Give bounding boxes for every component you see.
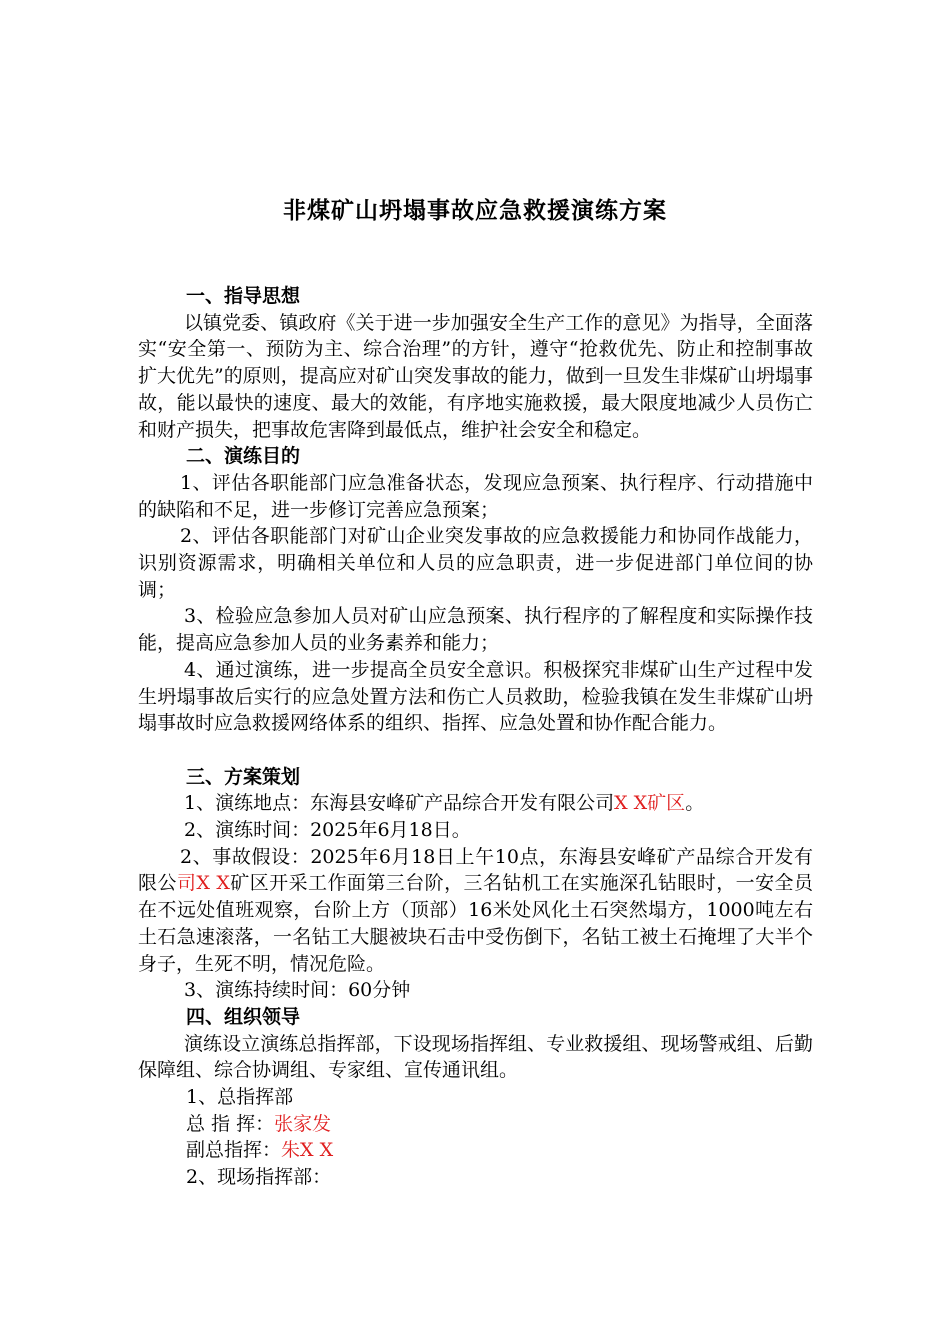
plan-scenario-highlight: 司X X [176,872,230,895]
plan-location-text: 1、演练地点：东海县安峰矿产品综合开发有限公司 [184,792,615,815]
paragraph-guiding-ideology: 以镇党委、镇政府《关于进一步加强安全生产工作的意见》为指导，全面落实“安全第一、预防为主、综合治理”的方针，遵守“抢救优先、防止和控制事故扩大优先”的原则，提高应对矿山突发事故的能力，做到一旦发生非煤矿山坍塌事故，能以最快的速度、最大的效能，有序地实施救援，最大限度地减少人员伤亡和财产损失，把事故危害降到最低点，维护社会安全和稳定。 [138,311,813,441]
org-chief-name: 张家发 [274,1112,332,1135]
purpose-item-4: 4、通过演练，进一步提高全员安全意识。积极探究非煤矿山生产过程中发生坍塌事故后实行的应急处置方法和伤亡人员救助，检验我镇在发生非煤矿山坍塌事故时应急救援网络体系的组织、指挥、应急处置和协作配合能力。 [138,658,813,735]
org-site-command: 2、现场指挥部： [186,1166,332,1189]
purpose-item-2: 2、评估各职能部门对矿山企业突发事故的应急救援能力和协同作战能力，识别资源需求，明确相关单位和人员的应急职责，进一步促进部门单位间的协调； [138,525,813,601]
purpose-item-1: 1、评估各职能部门应急准备状态，发现应急预案、执行程序、行动措施中的缺陷和不足，进一步修订完善应急预案； [138,471,813,521]
section-heading-drill-purpose: 二、演练目的 [186,445,301,468]
document-title: 非煤矿山坍塌事故应急救援演练方案 [283,197,667,224]
org-deputy-name: 朱X X [281,1139,334,1162]
section-heading-plan: 三、方案策划 [186,765,301,788]
plan-scenario-rest: 矿区开采工作面第三台阶，三名钻机工在实施深孔钻眼时，一安全员在不远处值班观察，台阶上方（顶部）16米处风化土石突然塌方，1000吨左右土石急速滚落，一名钻工大腿被块石击中受伤倒下，名钻工被土石掩埋了大半个身子，生死不明，情况危险。 [138,872,813,975]
spacer [138,737,813,764]
org-deputy [138,1137,813,1164]
org-chief [138,1111,813,1138]
org-deputy-label: 副总指挥： [186,1139,282,1162]
plan-scenario [138,844,813,978]
document-body [138,283,813,1191]
org-hq: 1、总指挥部 [186,1086,294,1109]
purpose-item-3: 3、检验应急参加人员对矿山应急预案、执行程序的了解程度和实际操作技能，提高应急参加人员的业务素养和能力； [138,605,813,655]
plan-time: 2、演练时间：2025年6月18日。 [184,819,471,842]
organization-body: 演练设立演练总指挥部，下设现场指挥组、专业救援组、现场警戒组、后勤保障组、综合协调组、专家组、宣传通讯组。 [138,1032,813,1082]
plan-duration: 3、演练持续时间：60分钟 [184,979,411,1002]
plan-scenario-text: 2、事故假设：2025年6月18日上午10点，东海县安峰矿产品综合开发有限公 [138,845,813,895]
plan-location [138,790,813,817]
section-heading-organization: 四、组织领导 [186,1005,301,1028]
plan-location-end: 。 [685,792,705,815]
plan-location-highlight: X X矿区 [614,792,686,815]
org-chief-label: 总 指 挥： [186,1112,275,1135]
section-heading-guiding-ideology: 一、指导思想 [186,285,301,307]
